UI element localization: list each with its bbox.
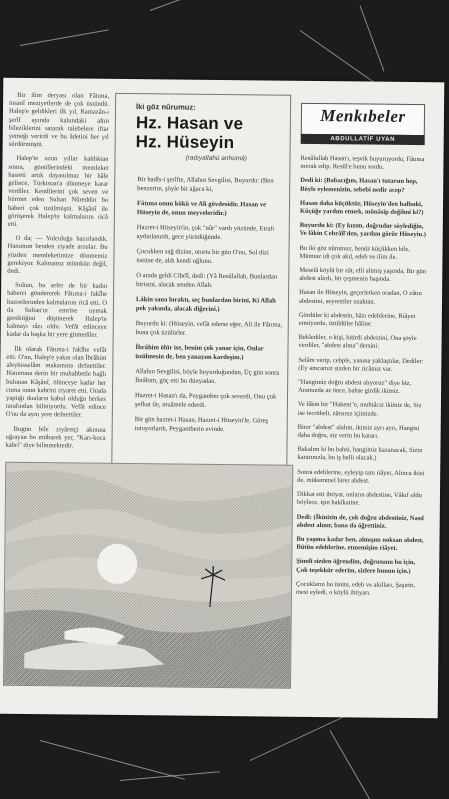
left-paragraph: O da; — Yolculuğa hazırlandık. Hanımım benden ziyade arzular. Bu yüzden memleketimize dönmemiz gerekiyor. Kalmamız mümkün değil, dedi. xyxy=(7,235,108,275)
poem-body xyxy=(135,176,286,442)
poem-stanza: İbrâhim ölür ise, benim çok yanar için, Onlar üzülmesin de, ben yanayım kardeşim.) xyxy=(135,344,264,361)
poem-title-line: Hz. Hasan ve xyxy=(135,113,244,134)
poem-frame xyxy=(111,93,291,475)
poem-subtitle: (radıyallahü anhümâ) xyxy=(185,154,247,163)
poem-stanza: Dikkat etti ihtiyar, onların abdestine, Vâkıf oldu böylece, işin hakîkatine. xyxy=(296,490,422,507)
poem-stanza: Çocukken sağ dizine, oturtu bir gün O'nu, Sol dizi üstüne de, aldı kendi oğlunu. xyxy=(136,248,269,265)
poem-title-line: Hz. Hüseyin xyxy=(135,132,235,153)
poem-stanza: Gördüler ki abdestin, bâzı edeblerine, Riâyet etmiyordu, üzüldüler hâline. xyxy=(298,311,416,328)
left-paragraph: Bugün bile ziyâretçi akınına uğrayan bu mübarek yer, "Karı-koca kabri" diye bilinmektedir. xyxy=(5,425,106,450)
logo-text: Menkıbeler xyxy=(320,106,406,126)
poem-stanza: "Hangimiz doğru abdest alıyoruz" diye biz, Aramızda az önce, bahse girdik ikimiz. xyxy=(298,378,412,396)
left-paragraph: Sultan, bu sefer de bir kadın haberci göndererek Fâtıma-i fakîhe hazretlerinden kalmalarını ricâ etti. O da Sultan'ın emrine uymak gerektiğini düşünerek Halep'te kalmayı râzı oldu. Vefât edinceye kadar da başka bir yere gitmediler. xyxy=(6,282,108,340)
poem-stanza: Şimdi sizden öğrendim, doğrusunu bu için, Çok teşekkür ederim, sizlere bunun için.) xyxy=(296,558,416,575)
poem-stanza: Beklediler, o kişi, bitirdi abdestini, Ona şöyle verdiler, "abdest alma" dersini: xyxy=(298,334,417,351)
poem-stanza: Bakalım ki bu bahsi, hangimiz kazanacak, Sizin kararınızla, bu iş belli olacak.) xyxy=(297,446,423,463)
poem-stanza: Bu yaşıma kadar ben, almışım noksan abdest, Bütün edeblerine, etmemişim riâyet. xyxy=(296,535,424,552)
poem-stanza: Sonra edeblerine, eyleyip tam riâyet, Alınca ikisi de, mükemmel birer abdest. xyxy=(297,468,425,485)
poem-stanza: Selâm verip, cebple, yanına yaklaştılar, Dediler: (Ey amcamız sizden bir ricâmız var. xyxy=(298,356,424,373)
poem-title xyxy=(136,113,290,153)
poem-stanza: Bir gün hazret-i Hasan, Hazret-i Hüseyin'le, Güreş tutuyorlardı, Peygamberin evinde. xyxy=(134,416,269,433)
poem-stanza: Hazret-i Hasan'ı da, Peygamber çok severdi, Onu çok şefkat ile, muâmele ederdi. xyxy=(134,392,277,409)
poem-stanza: Birer "abdest" alalım, ikimiz ayrı ayrı, Hangisi daha doğru, siz verin bu kararı. xyxy=(297,423,420,440)
poem-kicker: İki göz nûrumuz: xyxy=(135,102,196,112)
left-paragraph: Halep'te uzun yıllar kaldıktan sonra, gönüllerindeki memleket hasreti artık dayanılmaz bir hâle gelince, Türkistan'a dönmeye karar verdiler. Kendilerini çok seven ve hürmet eden Sultan Nûreddin bu haberi çok üzülmüştü. Kâşânî ile görüşerek Halep'te kalmalarını ricâ etti. xyxy=(7,155,109,228)
poem-stanza: Hasan daha küçüktür, Hüseyin'den halbuki, Küçüğe yardım etmek, münâsip değilmi ki?) xyxy=(299,199,424,217)
poem-stanza: Bir hadîs-i şerîfte, Allahın Sevgilisi, Buyurdu: (Ben benzerim, şöyle bir ağaca ki, xyxy=(137,176,274,193)
section-logo xyxy=(301,103,425,136)
poem-stanza: Hazret-i Hüseyin'in, çok "nûr" vardı yüzünde, Etrafı aydınlanırdı, gece yürüdüğünde. xyxy=(136,224,275,241)
poem-stanza: Buyurdu ki: (Hüseyin, vefât ederse eğer, Ali ile Fâtıma, buna çok üzülürler. xyxy=(135,320,283,337)
poem-stanza: Meselâ köylü bir zât, elli altmış yaşında, Bir gün abdest alırdı, bir çeşmenin başında. xyxy=(299,266,427,284)
poem-stanza: Fâtıma onun kökü ve Ali gövdesidir, Hasan ve Hüseyin de, onun meyveleridir.) xyxy=(136,200,267,217)
poem-stanza: Resûlullah Hasan'ı, teşvik buyuruyordu, Fâtıma merak edip, Resûl'e bunu sordu. xyxy=(300,154,425,171)
poem-stanza: Dedi: (İkinizin de, çok doğru abdestiniz, Nasıl abdest alınır, bana da öğrettiniz. xyxy=(296,513,424,530)
left-article-column xyxy=(5,92,109,463)
poem-stanza: Lâkin sana bıraktı, seç bunlardan birini, Ki Allah pek yakında, alacak diğerini.) xyxy=(135,296,276,313)
poem-stanza: Ve lâkin bir "Hakem"e, muhtâcız ikimiz de, Siz ise tecrübeli, zâtsınız içimizde. xyxy=(297,401,422,418)
left-paragraph: Bir ilim deryası olan Fâtıma, insanî meziyetlerde de çok üstündü. Halep'e geldikleri ilk yıl, Ramazân-ı şerîf ayında kalundaki altın bileziklerini satarak talebelere iftar yemeği verirdi ve bu âdetini her yıl sürdürmüştü. xyxy=(8,91,110,149)
poem-stanza: Hasan ile Hüseyin, geçerlerken oradan, O zâtın abdestini, seyrettiler uzaktan. xyxy=(298,289,422,306)
poem-stanza: Çocukların bu üstün, edeb ve akılları, Şaşırttı, mest eyledi, o köylü ihtiyarı. xyxy=(295,580,416,597)
desert-moon-scene xyxy=(4,463,292,688)
author-name: ABDULLATİF UYAN xyxy=(301,134,425,145)
poem-continuation xyxy=(296,155,433,604)
engraving-illustration xyxy=(3,462,293,689)
left-paragraph: İlk olarak Fâtıma-i fakîhe vefât etti. O'nu, Halep'e yakın olan İbrâhim aleyhisselâm makamına defnettiler. Hanımına derin bir muhabbetle bağlı bulunan Kâşânî, ölünceye kadar her cuma onun kabrini ziyaret etti. Orada yaptığı duaların kabul olduğu herkes tarafından biliniyordu. Vefât edince O'nu da aynı yere defnettiler. xyxy=(5,345,107,419)
magazine-page xyxy=(0,78,444,719)
right-column xyxy=(289,103,435,718)
poem-stanza: Bu iki göz nûrumuz, henüz küçükken bile, Mümtaz idi çok akıl, edeb ve ilim ile. xyxy=(299,244,411,261)
poem-stanza: Allahın Sevgilisi, böyle buyurduğundan, Üç gün sonra İbrâhim, göç etti bu dünyadan. xyxy=(135,368,280,385)
poem-stanza: Dedi ki: (Babacığım, Hasan'ı tutarsın hep, Böyle eylemenizin, sebebi nedir acep? xyxy=(300,177,418,194)
poem-stanza: Buyurdu ki: (Ey kızım, doğrudur söylediğin, Ve lâkin Cebrâîl'den, yardım görür Hüseyin.) xyxy=(299,222,426,239)
poem-stanza: O arada geldi Cibrîl, dedi: (Yâ Resûlallah, Bunlardan birisini, alacak senden Allah. xyxy=(136,272,278,289)
